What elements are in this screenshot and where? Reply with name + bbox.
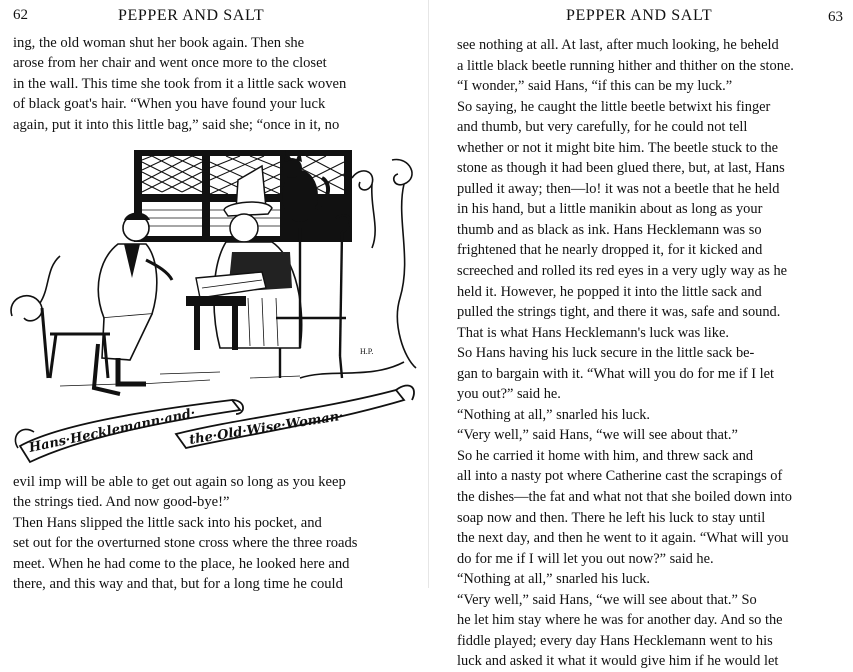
text-line: “Nothing at all,” snarled his luck. [457,571,651,588]
artist-monogram: H.P. [360,347,374,356]
title-banner [20,385,414,462]
right-body-text [457,35,847,672]
text-line: of black goat's hair. “When you have found your luck [13,96,326,113]
running-head-left [0,5,426,27]
text-line: you out?” said he. [457,386,561,403]
text-line: thumb and as black as ink. Hans Hecklemann was so [457,221,762,238]
text-line: luck and asked it what it would give him if he would let [457,653,779,670]
banner-text-left: Hans·Hecklemann·and· [27,405,197,456]
text-line: he let him stay where he was for another day. And so the [457,612,783,629]
text-line: arose from her chair and went once more to the closet [13,55,327,72]
text-line: again, put it into this little bag,” said she; “once in it, no [13,116,340,133]
left-page [0,0,426,592]
text-line: a little black beetle running hither and thither on the stone. [457,57,794,74]
text-line: the next day, and then he went to it again. “What will you [457,530,789,547]
text-line: and thumb, but very carefully, for he could not tell [457,119,748,136]
text-line: set out for the overturned stone cross where the three roads [13,535,358,552]
text-line: see nothing at all. At last, after much looking, he beheld [457,37,779,53]
text-line: frightened that he nearly dropped it, for it kicked and [457,242,763,259]
text-line: screeched and rolled its red eyes in a very ugly way as he [457,263,788,280]
text-line: in his hand, but a little manikin about as long as your [457,201,763,218]
page-number-right: 63 [828,9,843,25]
text-line: all into a nasty pot where Catherine cast the scrapings of [457,468,783,485]
running-head-right [430,5,853,27]
text-line: fiddle played; every day Hans Hecklemann went to his [457,632,773,649]
illustration [0,148,426,466]
text-line: stone as though it had been glued there, but, at last, Hans [457,160,785,177]
page-gutter [428,0,429,588]
text-line: “Very well,” said Hans, “we will see about that.” [457,427,738,444]
text-line: So saying, he caught the little beetle betwixt his finger [457,98,771,115]
text-line: do for me if I will let you out now?” said he. [457,550,714,567]
text-line: pulled it away; then—lo! it was not a beetle that he held [457,180,780,197]
text-line: gan to bargain with it. “What will you do for me if I let [457,365,775,382]
text-line: “I wonder,” said Hans, “if this can be my luck.” [457,78,733,95]
left-bottom-paragraph [13,472,403,594]
text-line: “Very well,” said Hans, “we will see about that.” So [457,591,757,608]
text-line: there, and this way and that, but for a long time he could [13,575,343,592]
left-top-paragraph [13,33,403,135]
text-line: So Hans having his luck secure in the little sack be- [457,345,755,362]
text-line: That is what Hans Hecklemann's luck was like. [457,324,729,341]
text-line: So he carried it home with him, and threw sack and [457,447,754,464]
text-line: meet. When he had come to the place, he looked here and [13,555,350,572]
text-line: the strings tied. And now good-bye!” [13,494,230,511]
text-line: pulled the strings tight, and there it was, safe and sound. [457,304,781,321]
banner-text-right: the·Old·Wise·Woman· [188,408,345,448]
right-page [430,0,853,670]
text-line: in the wall. This time she took from it a little sack woven [13,75,347,92]
stool [42,308,110,378]
text-line: “Nothing at all,” snarled his luck. [457,406,651,423]
page-number-left: 62 [13,7,28,23]
running-title-left: PEPPER AND SALT [118,7,265,24]
text-line: Then Hans slipped the little sack into his pocket, and [13,514,322,531]
text-line: soap now and then. There he left his luck to stay until [457,509,766,526]
text-line: whether or not it might bite him. The beetle stuck to the [457,139,779,156]
text-line: ing, the old woman shut her book again. Then she [13,35,305,51]
text-line: evil imp will be able to get out again so long as you keep [13,474,346,490]
running-title-right: PEPPER AND SALT [566,7,713,24]
text-line: the dishes—the fat and what not that she boiled down into [457,489,792,506]
text-line: held it. However, he popped it into the little sack and [457,283,762,300]
